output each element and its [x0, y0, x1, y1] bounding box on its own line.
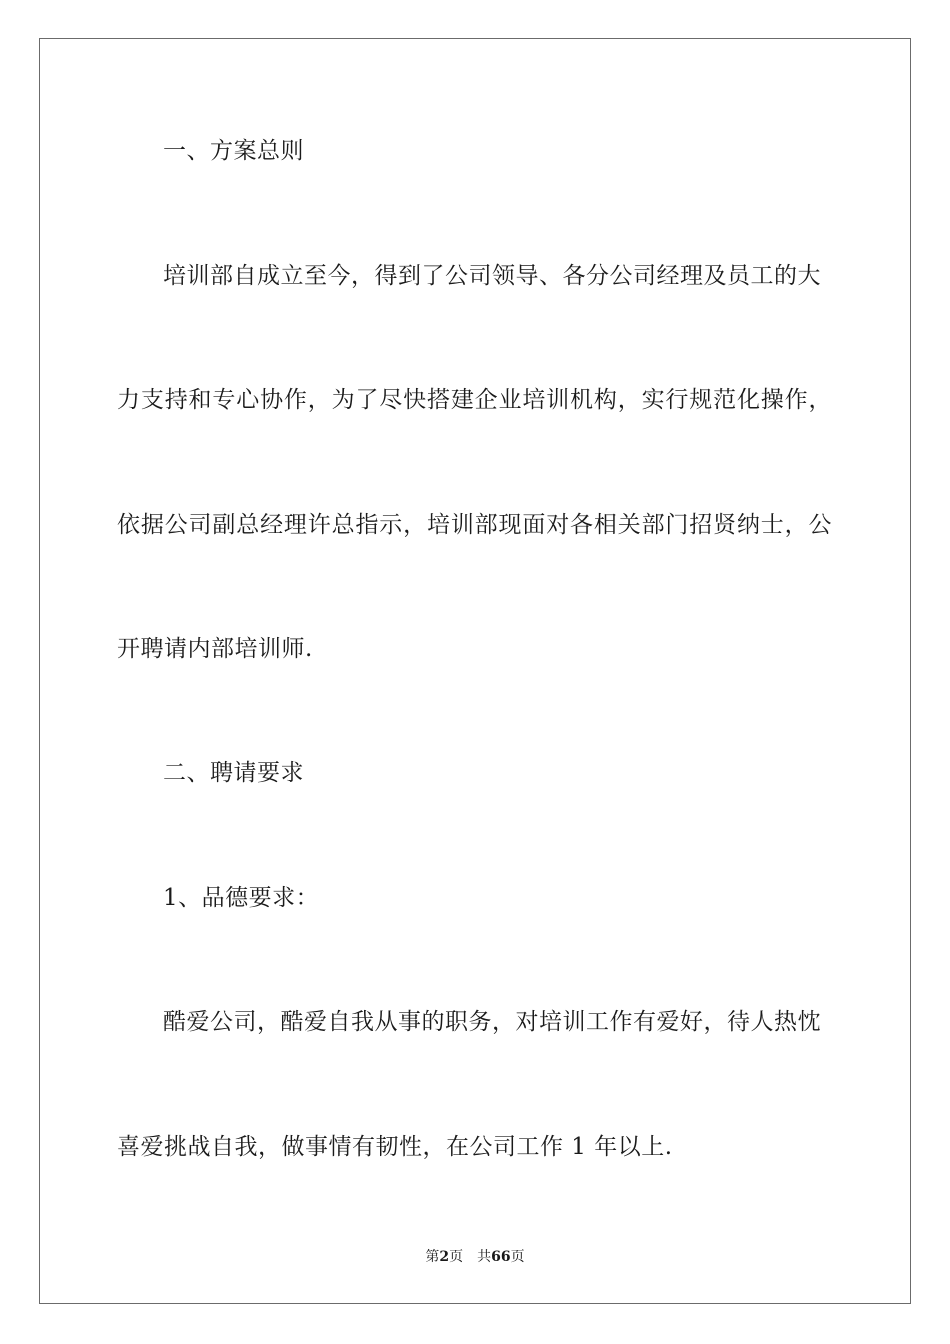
section1-heading: 一、方案总则 — [163, 138, 304, 164]
para1-line4: 开聘请内部培训师. — [117, 636, 313, 662]
footer-total-pages: 66 — [491, 1249, 511, 1265]
para1-line1: 培训部自成立至今，得到了公司领导、各分公司经理及员工的大 — [163, 263, 821, 289]
section2-heading: 二、聘请要求 — [163, 760, 304, 786]
footer-page-number: 2 — [439, 1249, 450, 1265]
footer-page-prefix: 第 — [425, 1249, 440, 1265]
page-frame — [39, 38, 911, 1304]
footer-page-suffix: 页 — [510, 1249, 525, 1265]
sub1-heading: 1、品德要求： — [163, 885, 320, 911]
para2-line2: 喜爱挑战自我，做事情有韧性，在公司工作 1 年以上. — [117, 1134, 673, 1160]
para1-line2: 力支持和专心协作，为了尽快搭建企业培训机构，实行规范化操作， — [117, 387, 832, 413]
para2-line1: 酷爱公司，酷爱自我从事的职务，对培训工作有爱好，待人热忱 — [163, 1009, 821, 1035]
para1-line3: 依据公司副总经理许总指示，培训部现面对各相关部门招贤纳士，公 — [117, 512, 832, 538]
page-footer — [0, 1248, 950, 1266]
footer-page-mid: 页 共 — [449, 1249, 492, 1265]
